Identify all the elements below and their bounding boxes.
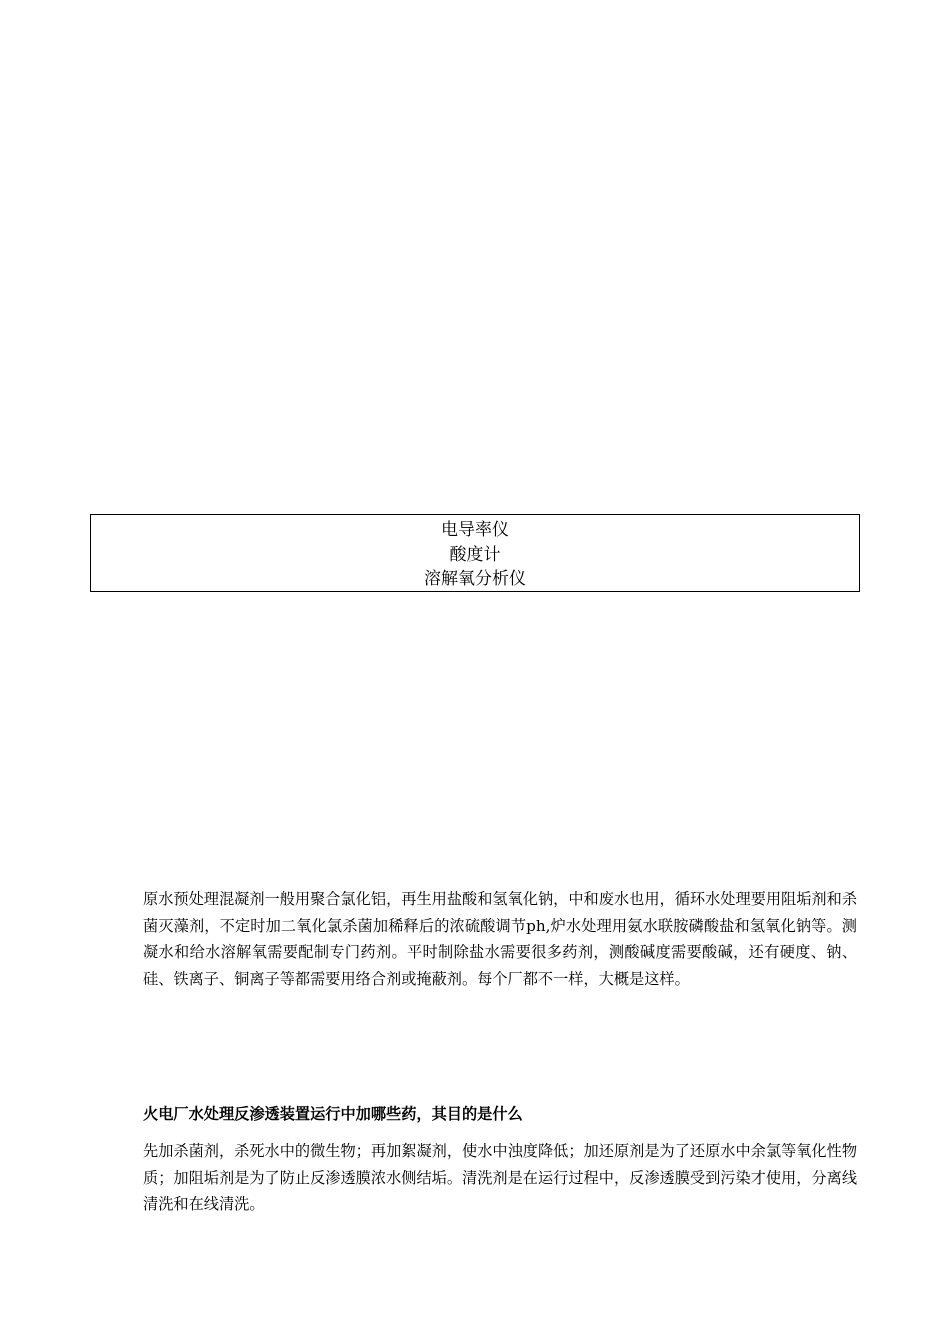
section-heading: 火电厂水处理反渗透装置运行中加哪些药，其目的是什么 xyxy=(143,1105,523,1123)
instrument-item-conductivity-meter: 电导率仪 xyxy=(441,520,509,540)
instrument-list-box xyxy=(90,514,860,592)
instrument-item-ph-meter: 酸度计 xyxy=(449,544,501,565)
instrument-item-dissolved-oxygen-analyzer: 溶解氧分析仪 xyxy=(424,569,526,589)
reverse-osmosis-chemicals-paragraph: 先加杀菌剂，杀死水中的微生物；再加絮凝剂，使水中浊度降低；加还原剂是为了还原水中余氯等氧化性物质；加阻垢剂是为了防止反渗透膜浓水侧结垢。清洗剂是在运行过程中，反渗透膜受到污染才使用，分离线清洗和在线清洗。 xyxy=(143,1142,857,1213)
water-treatment-chemicals-paragraph: 原水预处理混凝剂一般用聚合氯化铝，再生用盐酸和氢氧化钠，中和废水也用，循环水处理要用阻垢剂和杀菌灭藻剂，不定时加二氧化氯杀菌加稀释后的浓硫酸调节ph,炉水处理用氨水联胺磷酸盐和氢氧化钠等。测凝水和给水溶解氧需要配制专门药剂。平时制除盐水需要很多药剂，测酸碱度需要酸碱，还有硬度、钠、硅、铁离子、铜离子等都需要用络合剂或掩蔽剂。每个厂都不一样，大概是这样。 xyxy=(143,890,857,988)
